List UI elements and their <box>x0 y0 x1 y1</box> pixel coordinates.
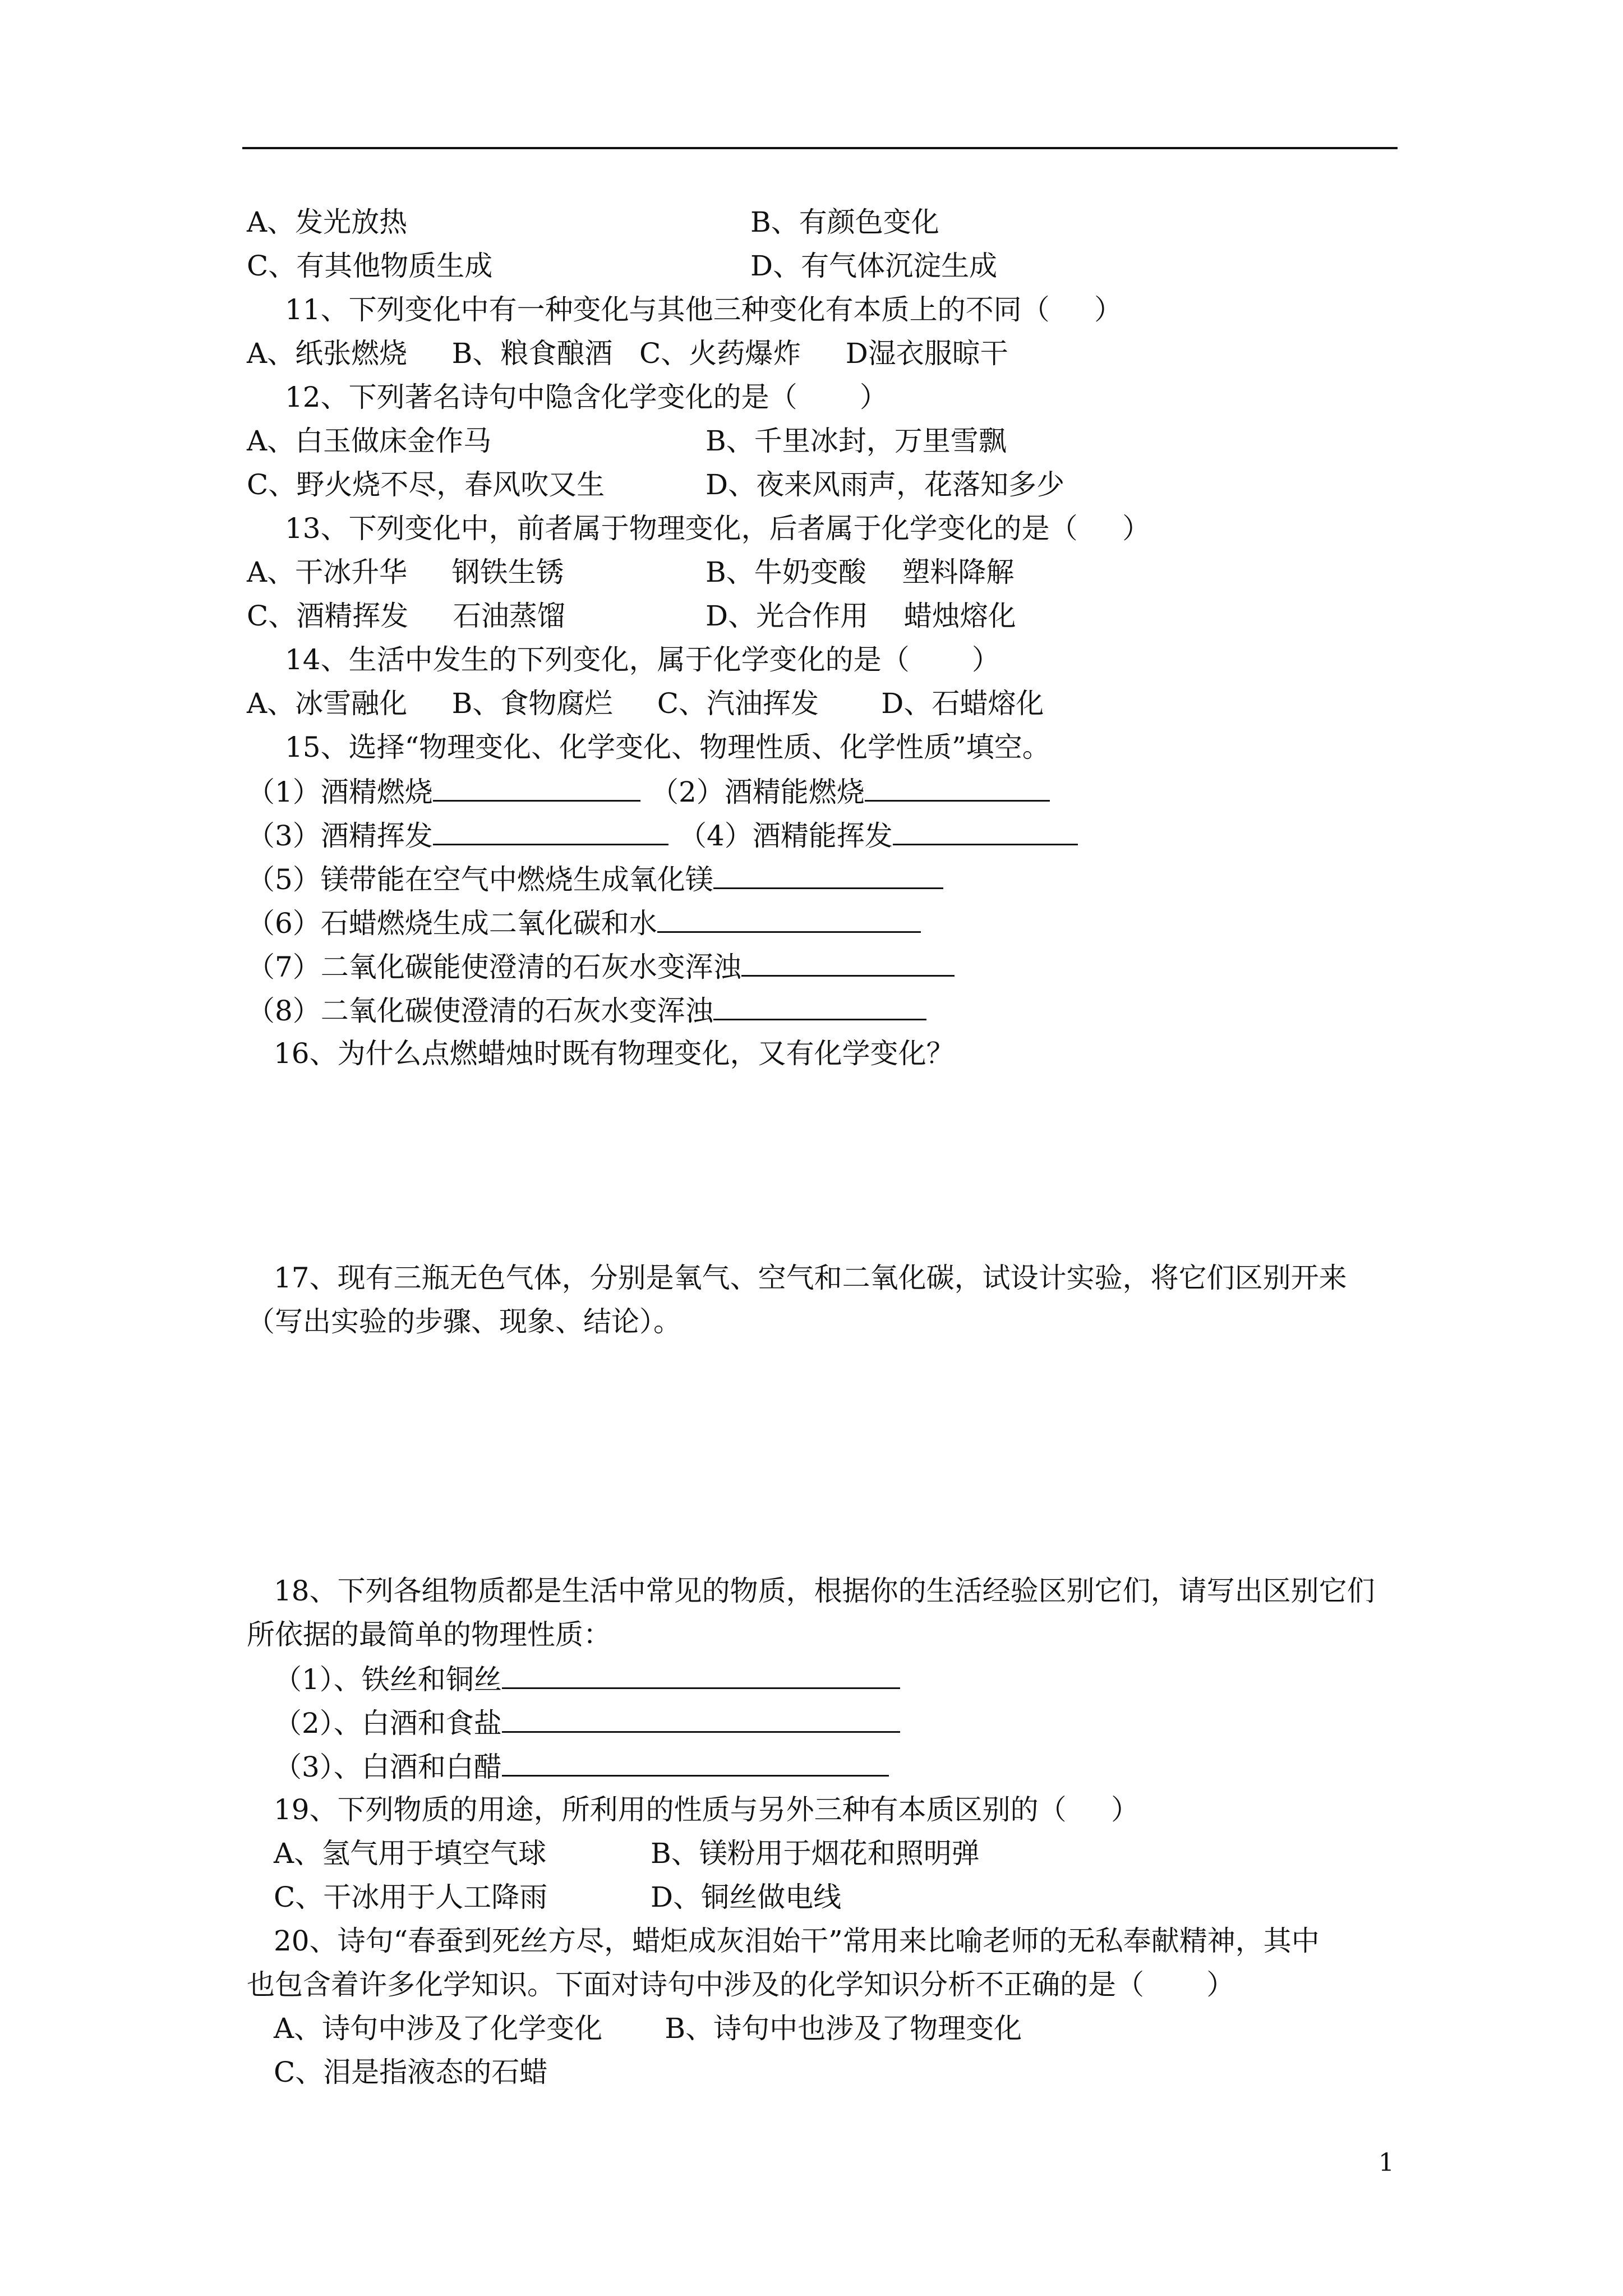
q12-stem: 12、下列著名诗句中隐含化学变化的是（ ） <box>285 381 888 413</box>
q18-item-1-label: （1）、铁丝和铜丝 <box>274 1663 502 1696</box>
q15-item-8 <box>247 993 926 1028</box>
q18-item-3 <box>274 1749 889 1784</box>
q15-blank-4[interactable] <box>893 818 1078 845</box>
q15-stem: 15、选择“物理变化、化学变化、物理性质、化学性质”填空。 <box>285 731 1050 763</box>
q18-item-2 <box>274 1705 900 1740</box>
q15-item-4-label: （4）酒精能挥发 <box>679 820 893 852</box>
page-number: 1 <box>1378 2148 1394 2177</box>
q15-item-3 <box>247 818 668 853</box>
q20-line-2: 也包含着许多化学知识。下面对诗句中涉及的化学知识分析不正确的是（ ） <box>247 1968 1235 2001</box>
q18-item-2-label: （2）、白酒和食盐 <box>274 1707 502 1740</box>
q15-blank-5[interactable] <box>713 862 943 889</box>
q19-option-d: D、铜丝做电线 <box>651 1881 842 1913</box>
q19-stem: 19、下列物质的用途，所利用的性质与另外三种有本质区别的（ ） <box>274 1793 1140 1826</box>
q15-item-6 <box>247 905 921 940</box>
q15-blank-3[interactable] <box>433 818 668 845</box>
q17-line-1: 17、现有三瓶无色气体，分别是氧气、空气和二氧化碳，试设计实验，将它们区别开来 <box>274 1262 1347 1294</box>
q19-option-a: A、氢气用于填空气球 <box>274 1837 547 1870</box>
q18-blank-2[interactable] <box>502 1705 900 1733</box>
q15-blank-8[interactable] <box>713 993 926 1020</box>
q15-item-8-label: （8）二氧化碳使澄清的石灰水变浑浊 <box>247 995 713 1027</box>
q20-option-c: C、泪是指液态的石蜡 <box>274 2056 548 2088</box>
q18-blank-1[interactable] <box>502 1662 900 1689</box>
q15-blank-2[interactable] <box>865 774 1050 802</box>
q20-options-ab: A、诗句中涉及了化学变化 B、诗句中也涉及了物理变化 <box>274 2012 1022 2045</box>
q10-option-a: A、发光放热 <box>247 206 408 238</box>
q12-option-b: B、千里冰封，万里雪飘 <box>706 425 1007 457</box>
q13-option-b: B、牛奶变酸 塑料降解 <box>706 556 1015 588</box>
q15-item-5 <box>247 862 943 896</box>
q19-option-b: B、镁粉用于烟花和照明弹 <box>651 1837 980 1870</box>
q11-options: A、纸张燃烧 B、粮食酿酒 C、火药爆炸 D湿衣服晾干 <box>247 337 1008 370</box>
q15-item-7 <box>247 949 955 984</box>
q13-option-c: C、酒精挥发 石油蒸馏 <box>247 600 565 632</box>
q18-blank-3[interactable] <box>502 1749 889 1777</box>
q11-stem: 11、下列变化中有一种变化与其他三种变化有本质上的不同（ ） <box>285 293 1123 326</box>
q15-item-6-label: （6）石蜡燃烧生成二氧化碳和水 <box>247 907 657 940</box>
q15-blank-7[interactable] <box>741 949 955 977</box>
q12-option-c: C、野火烧不尽，春风吹又生 <box>247 468 605 501</box>
q10-option-c: C、有其他物质生成 <box>247 250 493 282</box>
q15-item-2 <box>651 774 1050 809</box>
q18-item-3-label: （3）、白酒和白醋 <box>274 1751 502 1783</box>
q15-item-1 <box>247 774 640 809</box>
q15-item-2-label: （2）酒精能燃烧 <box>651 776 865 808</box>
q14-options: A、冰雪融化 B、食物腐烂 C、汽油挥发 D、石蜡熔化 <box>247 687 1044 720</box>
q15-blank-6[interactable] <box>657 905 921 933</box>
q18-line-1: 18、下列各组物质都是生活中常见的物质，根据你的生活经验区别它们，请写出区别它们 <box>274 1575 1375 1607</box>
q15-item-7-label: （7）二氧化碳能使澄清的石灰水变浑浊 <box>247 951 741 983</box>
q15-item-3-label: （3）酒精挥发 <box>247 820 433 852</box>
q12-option-d: D、夜来风雨声，花落知多少 <box>706 468 1065 501</box>
q16-stem: 16、为什么点燃蜡烛时既有物理变化，又有化学变化？ <box>274 1037 955 1070</box>
q15-item-5-label: （5）镁带能在空气中燃烧生成氧化镁 <box>247 863 713 896</box>
q13-stem: 13、下列变化中，前者属于物理变化，后者属于化学变化的是（ ） <box>285 512 1151 545</box>
q15-item-4 <box>679 818 1078 853</box>
q10-option-d: D、有气体沉淀生成 <box>750 250 998 282</box>
q15-blank-1[interactable] <box>433 774 640 802</box>
q15-item-1-label: （1）酒精燃烧 <box>247 776 433 808</box>
q18-line-2: 所依据的最简单的物理性质： <box>247 1618 611 1651</box>
q14-stem: 14、生活中发生的下列变化，属于化学变化的是（ ） <box>285 643 1000 676</box>
q12-option-a: A、白玉做床金作马 <box>247 425 492 457</box>
header-rule <box>242 147 1398 149</box>
q19-option-c: C、干冰用于人工降雨 <box>274 1881 548 1913</box>
q17-line-2: （写出实验的步骤、现象、结论）。 <box>247 1305 681 1338</box>
q20-line-1: 20、诗句“春蚕到死丝方尽，蜡炬成灰泪始干”常用来比喻老师的无私奉献精神，其中 <box>274 1925 1320 1957</box>
q18-item-1 <box>274 1662 900 1696</box>
q13-option-a: A、干冰升华 钢铁生锈 <box>247 556 564 588</box>
q10-option-b: B、有颜色变化 <box>750 206 939 238</box>
q13-option-d: D、光合作用 蜡烛熔化 <box>706 600 1016 632</box>
